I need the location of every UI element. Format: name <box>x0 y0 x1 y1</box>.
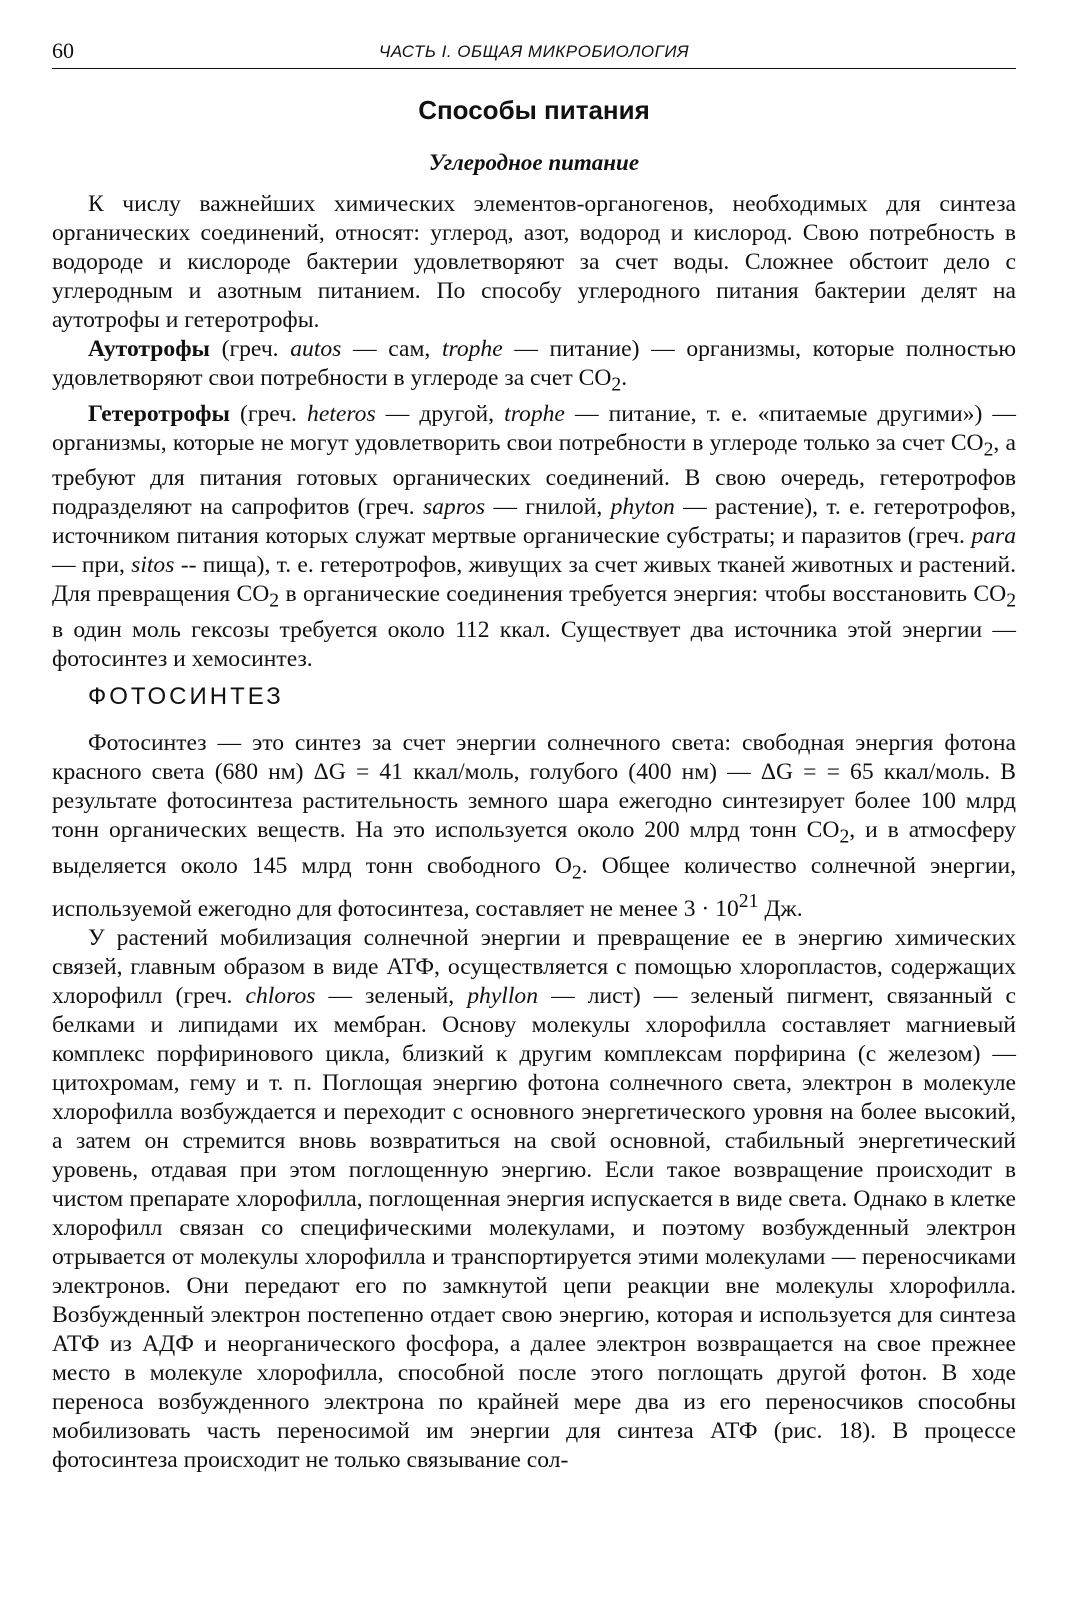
paragraph-autotrophs: Аутотрофы (греч. autos — сам, trophe — питание) — организмы, которые полностью удовлетворяют свои потребности в углероде за счет $CO_2$. <box>52 336 1016 396</box>
term-autotrophs: Аутотрофы <box>88 336 210 362</box>
paragraph-chlorophyll: У растений мобилизация солнечной энергии и превращение ее в энергию химических связей, главным образом в виде АТФ, осуществляется с помощью хлоропластов, содержащих хлорофилл (греч. chloros — зеленый, phyllon — лист) — зеленый пигмент, связанный с белками и липидами их мембран. Основу молекулы хлорофилла составляет магниевый комплекс порфиринового цикла, близкий к другим комплексам порфирина (с железом) — цитохромам, гему и т. п. Поглощая энергию фотона солнечного света, электрон в молекуле хлорофилла возбуждается и переходит с основного энергетического уровня на более высокий, а затем он стремится вновь возвратиться на свой основной, стабильный энергетический уровень, отдавая при этом поглощенную энергию. Если такое возвращение происходит в чистом препарате хлорофилла, поглощенная энергия испускается в виде света. Однако в клетке хлорофилл связан со специфическими молекулами, и поэтому возбужденный электрон отрывается от молекулы хлорофилла и транспортируется этими молекулами — переносчиками электронов. Они передают его по замкнутой цепи реакции вне молекулы хлорофилла. Возбужденный электрон постепенно отдает свою энергию, которая и используется для синтеза АТФ из АДФ и неорганического фосфора, а далее электрон возвращается на свое прежнее место в молекуле хлорофилла, способной после этого поглощать другой фотон. В ходе переноса возбужденного электрона по крайней мере два из его переносчиков способны мобилизовать часть переносимой им энергии для синтеза АТФ (рис. 18). В процессе фотосинтеза происходит не только связывание сол- <box>52 925 1016 1474</box>
paragraph-photosynthesis-definition: Фотосинтез — это синтез за счет энергии солнечного света: свободная энергия фотона красного света (680 нм) ΔG = 41 ккал/моль, голубого (400 нм) — ΔG = = 65 ккал/моль. В результате фотосинтеза растительность земного шара ежегодно синтезирует более 100 млрд тонн органических веществ. На это используется около 200 млрд тонн $CO_2$, и в атмосферу выделяется около 145 млрд тонн свободного $O_2$. Общее количество солнечной энергии, используемой ежегодно для фотосинтеза, составляет не менее $3 \cdot 10^{21}$ Дж. <box>52 730 1016 923</box>
text-block-photosynthesis <box>52 729 1016 1475</box>
paragraph-heterotrophs: Гетеротрофы (греч. heteros — другой, trophe — питание, т. е. «питаемые другими») — организмы, которые не могут удовлетворить свои потребности в углероде только за счет $CO_2$, а требуют для питания готовых органических соединений. В свою очередь, гетеротрофов подразделяют на сапрофитов (греч. sapros — гнилой, phyton — растение), т. е. гетеротрофов, источником питания которых служат мертвые органические субстраты; и паразитов (греч. para — при, sitos -- пища), т. е. гетеротрофов, живущих за счет живых тканей животных и растений. Для превращения $CO_2$ в органические соединения требуется энергия: чтобы восстановить $CO_2$ в один моль гексозы требуется около 112 ккал. Существует два источника этой энергии — фотосинтез и хемосинтез. <box>52 400 1017 673</box>
text-block-carbon-nutrition <box>52 190 1016 674</box>
section-title: Способы питания <box>418 95 650 125</box>
page-number: 60 <box>52 38 74 63</box>
subsection-title: Углеродное питание <box>428 150 640 175</box>
running-title: ЧАСТЬ I. ОБЩАЯ МИКРОБИОЛОГИЯ <box>378 42 690 61</box>
paragraph-organogens: К числу важнейших химических элементов-органогенов, необходимых для синтеза органических соединений, относят: углерод, азот, водород и кислород. Свою потребность в водороде и кислороде бактерии удовлетворяют за счет воды. Сложнее обстоит дело с углеродным и азотным питанием. По способу углеродного питания бактерии делят на аутотрофы и гетеротрофы. <box>52 191 1016 333</box>
term-heterotrophs: Гетеротрофы <box>88 400 230 427</box>
page-header <box>52 38 1016 69</box>
heading-photosynthesis: ФОТОСИНТЕЗ <box>88 683 284 710</box>
